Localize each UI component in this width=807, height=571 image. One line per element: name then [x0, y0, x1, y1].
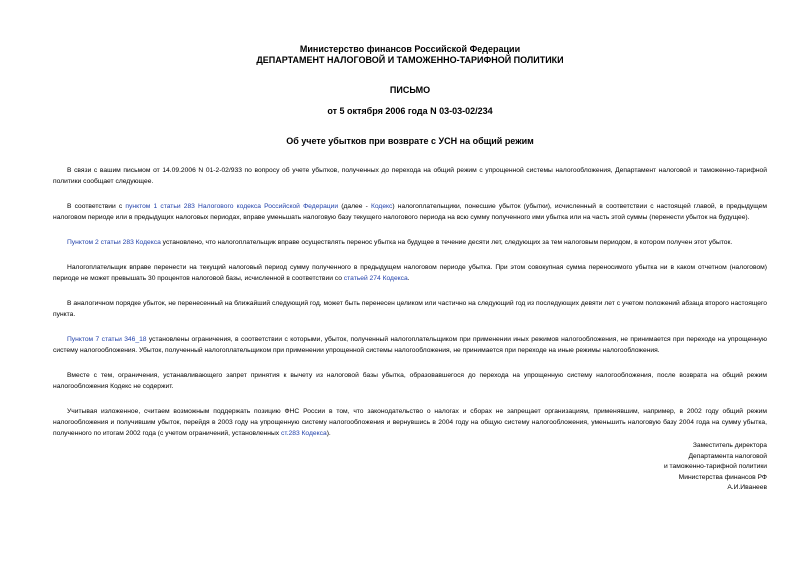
signature-ministry: Министерства финансов РФ: [678, 473, 767, 481]
paragraph-6-text: установлены ограничения, в соответствии с которыми, убыток, полученный налогоплательщиком при применении иных режимов налогообложения, не принимается при переходе на упрощенную систему налогообложения. Убыток, полученный налогоплательщиком при применении упрощенной системы налогообложения, не принимается при переходе на иные режимы налогообложения.: [53, 336, 767, 354]
paragraph-8-text-start: Учитывая изложенное, считаем возможным поддержать позицию ФНС России в том, что законодательство о налогах и сборах не запрещает организациям, применявшим, например, в 2002 году общий режим налогообложения и получившим убыток, перейдя в 2003 году на упрощенную систему налогообложения и вернувшись в 2004 году на общую систему налогообложения, уменьшить налоговую базу 2004 года на сумму убытка, полученного по итогам 2002 года (с учетом ограничений, установленных: [53, 408, 767, 437]
signature-department: Департамента налоговой: [688, 452, 767, 460]
document-body: [53, 165, 767, 439]
paragraph-8: [53, 406, 767, 439]
department-heading: ДЕПАРТАМЕНТ НАЛОГОВОЙ И ТАМОЖЕННО-ТАРИФНОЙ ПОЛИТИКИ: [256, 55, 564, 65]
link-article-283[interactable]: ст.283 Кодекса: [280, 430, 327, 437]
ministry-heading: Министерство финансов Российской Федерации: [299, 44, 521, 54]
paragraph-8-text-end: ).: [326, 430, 331, 437]
signature-block: [664, 441, 767, 494]
document-type-heading: ПИСЬМО: [389, 85, 431, 95]
signature-name: А.И.Иванеев: [727, 484, 767, 491]
signature-policy: и таможенно-тарифной политики: [663, 463, 767, 470]
link-article-346-18[interactable]: Пунктом 7 статьи 346_18: [67, 336, 147, 343]
paragraph-2-text-end: ) налогоплательщики, понесшие убыток (убытки), исчисленный в соответствии с настоящей главой, в предыдущем налоговом периоде или в предыдущих налоговых периодах, вправе уменьшать налоговую базу текущего налогового периода на всю сумму полученного ими убытка или на часть этой суммы (перенести убыток на будущее).: [53, 203, 767, 221]
paragraph-3: [53, 237, 767, 248]
paragraph-2-text-start: В соответствии с: [67, 203, 126, 210]
paragraph-4-text-start: Налогоплательщик вправе перенести на текущий налоговый период сумму полученного в предыдущем налоговом периоде убытка. При этом совокупная сумма переносимого убытка ни в каком отчетном (налоговом) периоде не может превышать 30 процентов налоговой базы, исчисленной в соответствии со: [53, 264, 767, 282]
document-date-number: от 5 октября 2006 года N 03-03-02/234: [327, 106, 493, 116]
document-subject: Об учете убытков при возврате с УСН на общий режим: [286, 136, 534, 146]
paragraph-4: [53, 262, 767, 284]
paragraph-3-text: установлено, что налогоплательщик вправе осуществлять перенос убытка на будущее в течение десяти лет, следующих за тем налоговым периодом, в котором получен этот убыток.: [160, 239, 733, 246]
paragraph-6: [53, 334, 767, 356]
paragraph-2-text-mid: (далее -: [338, 203, 371, 210]
paragraph-7: Вместе с тем, ограничения, устанавливающего запрет принятия к вычету из налоговой базы убытка, образовавшегося до перехода на упрощенную систему налогообложения, после возврата на общий режим налогообложения Кодекс не содержит.: [53, 372, 767, 390]
document-page: [53, 44, 767, 491]
link-article-274[interactable]: статьей 274 Кодекса: [343, 275, 408, 282]
paragraph-5: В аналогичном порядке убыток, не перенесенный на ближайший следующий год, может быть перенесен целиком или частично на следующий год из последующих девяти лет с учетом положений абзаца второго настоящего пункта.: [53, 300, 767, 318]
paragraph-4-text-end: .: [407, 275, 410, 282]
paragraph-2: [53, 201, 767, 223]
link-code[interactable]: Кодекс: [370, 203, 393, 210]
signature-position: Заместитель директора: [692, 442, 767, 449]
link-article-283-point-2[interactable]: Пунктом 2 статьи 283 Кодекса: [67, 239, 161, 246]
link-article-283-tax-code[interactable]: пунктом 1 статьи 283 Налогового кодекса Российской Федерации: [125, 203, 339, 210]
paragraph-1: В связи с вашим письмом от 14.09.2006 N 01-2-02/933 по вопросу об учете убытков, полученных до перехода на общий режим с упрощенной системы налогообложения, Департамент налоговой и таможенно-тарифной политики сообщает следующее.: [53, 167, 767, 185]
